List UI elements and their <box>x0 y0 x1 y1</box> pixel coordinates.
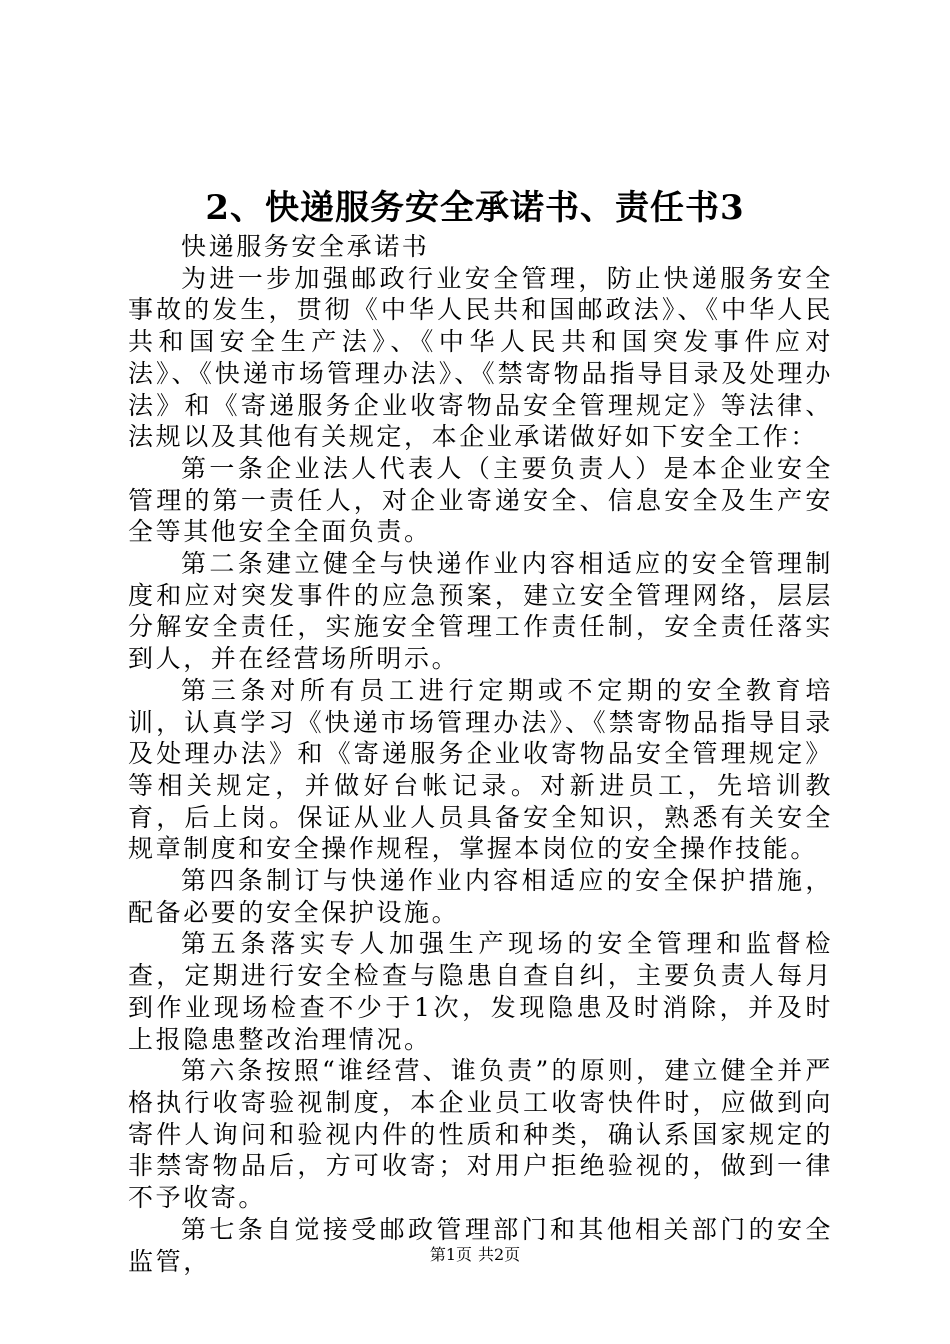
article-5-paragraph: 第五条落实专人加强生产现场的安全管理和监督检查，定期进行安全检查与隐患自查自纠，主要负责人每月到作业现场检查不少于1次，发现隐患及时消除，并及时上报隐患整改治理情况。 <box>128 929 833 1054</box>
page-total: 共2页 <box>478 1245 521 1264</box>
article-3-paragraph: 第三条对所有员工进行定期或不定期的安全教育培训，认真学习《快递市场管理办法》、《禁寄物品指导目录及处理办法》和《寄递服务企业收寄物品安全管理规定》等相关规定，并做好台帐记录。对新进员工，先培训教育，后上岗。保证从业人员具备安全知识，熟悉有关安全规章制度和安全操作规程，掌握本岗位的安全操作技能。 <box>128 675 833 864</box>
document-title: 2、快递服务安全承诺书、责任书3 <box>205 188 745 228</box>
page-number: 第1页 <box>429 1245 472 1264</box>
page-footer <box>0 1244 950 1266</box>
article-7-paragraph: 第七条自觉接受邮政管理部门和其他相关部门的安全监管， <box>128 1214 833 1276</box>
article-6-paragraph: 第六条按照“谁经营、谁负责”的原则，建立健全并严格执行收寄验视制度，本企业员工收寄快件时，应做到向寄件人询问和验视内件的性质和种类，确认系国家规定的非禁寄物品后，方可收寄；对用户拒绝验视的，做到一律不予收寄。 <box>128 1056 833 1213</box>
article-2-paragraph: 第二条建立健全与快递作业内容相适应的安全管理制度和应对突发事件的应急预案，建立安全管理网络，层层分解安全责任，实施安全管理工作责任制，安全责任落实到人，并在经营场所明示。 <box>128 549 833 674</box>
document-subtitle: 快递服务安全承诺书 <box>181 232 430 261</box>
intro-paragraph: 为进一步加强邮政行业安全管理，防止快递服务安全事故的发生，贯彻《中华人民共和国邮政法》、《中华人民共和国安全生产法》、《中华人民共和国突发事件应对法》、《快递市场管理办法》、《禁寄物品指导目录及处理办法》和《寄递服务企业收寄物品安全管理规定》等法律、法规以及其他有关规定，本企业承诺做好如下安全工作： <box>128 263 833 452</box>
article-4-paragraph: 第四条制订与快递作业内容相适应的安全保护措施，配备必要的安全保护设施。 <box>128 866 833 927</box>
article-1-paragraph: 第一条企业法人代表人（主要负责人）是本企业安全管理的第一责任人，对企业寄递安全、信息安全及生产安全等其他安全全面负责。 <box>128 453 833 547</box>
document-body <box>128 231 833 1277</box>
